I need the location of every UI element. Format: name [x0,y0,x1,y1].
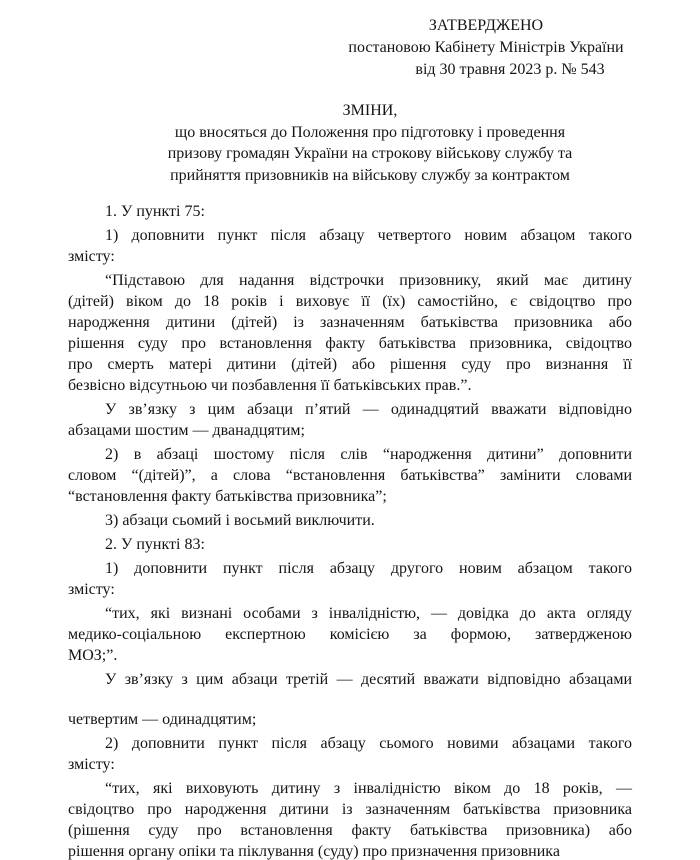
paragraph [68,399,632,441]
paragraph [68,201,632,222]
body-line: змісту: [68,248,115,265]
paragraph [68,669,632,690]
body-line: 2. У пункті 83: [105,536,205,553]
paragraph [68,225,632,267]
body-line: рішення суду про встановлення факту батьківства призовника, свідоцтво [68,335,632,352]
approval-date-number: від 30 травня 2023 р. № 543 [415,61,605,78]
body-line: “тих, які визнані особами з інвалідністю, — довідка до акта огляду [105,605,632,622]
body-line: свідоцтво про народження дитини із зазначенням батьківства призовника [68,801,632,818]
body-line: 2) в абзаці шостому після слів “народження дитини” доповнити [105,446,632,463]
body-line: безвісно відсутньою чи позбавлення її батьківських прав.”. [68,377,472,394]
body-line: У зв’язку з цим абзаци третій — десятий вважати відповідно абзацами [105,671,632,688]
paragraph [68,510,632,531]
paragraph [68,558,632,600]
body-line: “тих, які виховують дитину з інвалідністю віком до 18 років, — [105,780,632,797]
approval-stamp [340,15,632,81]
document-body [68,201,632,860]
paragraph [68,778,632,860]
paragraph [68,444,632,507]
body-line: рішення органу опіки та піклування (суду) про призначення призовника [68,843,560,860]
approval-authority: постановою Кабінету Міністрів України [348,39,624,56]
paragraph [68,603,632,666]
body-line: “Підставою для надання відстрочки призовнику, який має дитину [105,272,632,289]
title-line: ЗМІНИ, [342,102,398,119]
body-line: 1) доповнити пункт після абзацу четвертого новим абзацом такого [105,227,632,244]
body-line: абзацами шостим — дванадцятим; [68,422,305,439]
title-line: прийняття призовників на військову службу за контрактом [170,166,570,184]
title-line: що вносяться до Положення про підготовку і проведення [174,123,566,141]
body-line: (рішення суду про встановлення факту батьківства призовника) або [68,822,632,839]
body-line: 1. У пункті 75: [105,203,205,220]
approval-heading: ЗАТВЕРДЖЕНО [428,17,544,34]
document-title [68,100,632,186]
body-line: 1) доповнити пункт після абзацу другого новим абзацом такого [105,560,632,577]
body-line: У зв’язку з цим абзаци п’ятий — одинадцятий вважати відповідно [105,401,632,418]
body-line: (дітей) віком до 18 років і виховує її (їх) самостійно, є свідоцтво про [68,293,632,310]
body-line: народження дитини (дітей) із зазначенням батьківства призовника або [68,314,632,331]
body-line: про смерть матері дитини (дітей) або рішення суду про визнання її [68,356,632,373]
body-line: змісту: [68,756,115,773]
title-line: призову громадян України на строкову військову службу та [167,145,573,162]
body-line: словом “(дітей)”, а слова “встановлення батьківства” замінити словами [68,467,632,484]
body-line: 3) абзаци сьомий і восьмий виключити. [105,512,375,529]
paragraph [68,733,632,775]
paragraph [68,270,632,396]
body-line: змісту: [68,581,115,598]
body-line: “встановлення факту батьківства призовника”; [68,488,387,505]
body-line: 2) доповнити пункт після абзацу сьомого новими абзацами такого [105,735,632,752]
paragraph [68,534,632,555]
body-line: МОЗ;”. [68,647,118,664]
paragraph-continuation [68,709,632,730]
body-line: четвертим — одинадцятим; [68,711,257,728]
body-line: медико-соціальною експертною комісією за формою, затвердженою [68,626,632,643]
